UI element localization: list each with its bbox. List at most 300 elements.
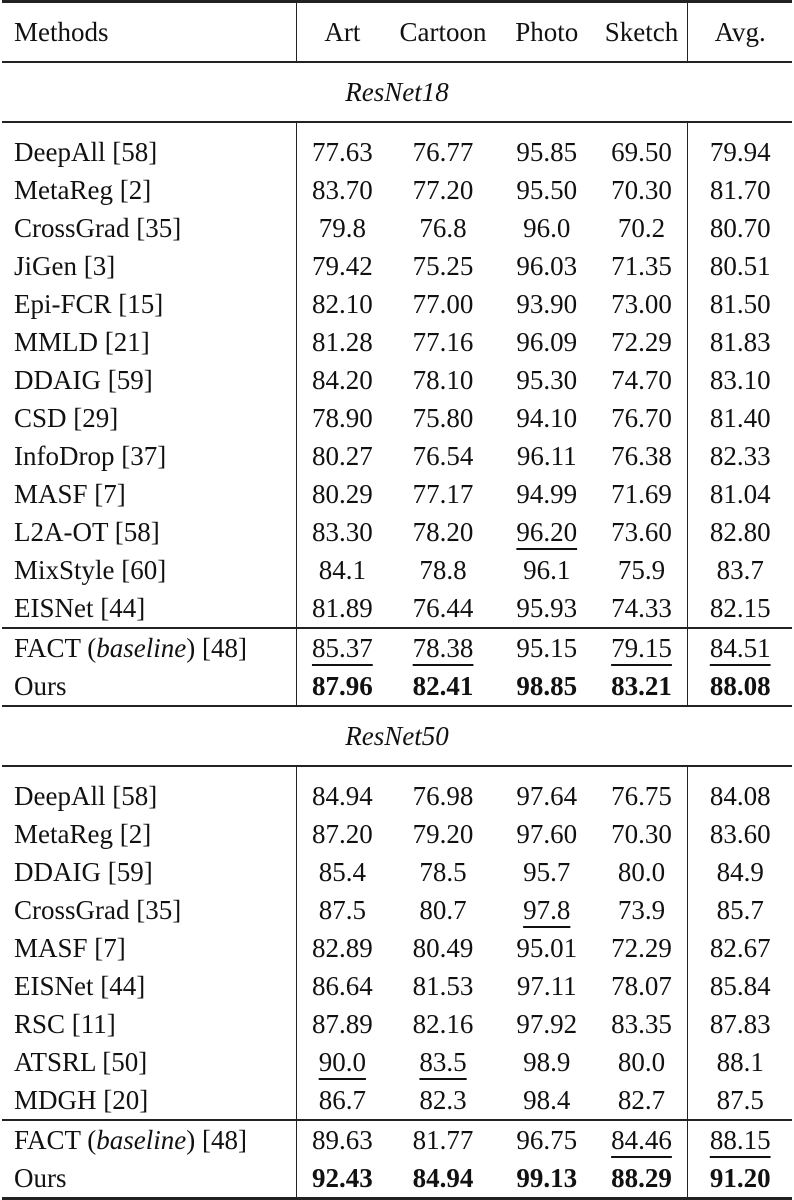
cell-value: 75.25 (412, 251, 474, 281)
cell-value: 84.94 (412, 1163, 474, 1193)
cell-cartoon (388, 1081, 498, 1120)
table-row (2, 247, 792, 285)
section-header-row (2, 62, 792, 122)
cell-art (296, 967, 388, 1005)
table-row (2, 361, 792, 399)
method-name: Epi-FCR [15] (2, 285, 296, 323)
cell-avg (688, 209, 792, 247)
table-row (2, 513, 792, 551)
table-row (2, 323, 792, 361)
cell-photo (498, 929, 596, 967)
cell-sketch (596, 929, 688, 967)
cell-sketch (596, 209, 688, 247)
cell-value: 96.75 (516, 1125, 578, 1155)
cell-avg (688, 853, 792, 891)
cell-photo (498, 853, 596, 891)
method-suffix: ) [48] (186, 1125, 247, 1155)
cell-value: 84.1 (318, 555, 366, 585)
cell-avg (688, 815, 792, 853)
header-sketch: Sketch (596, 2, 688, 63)
cell-art (296, 361, 388, 399)
baseline-row (2, 628, 792, 667)
cell-value: 96.20 (516, 517, 578, 547)
cell-value: 78.20 (412, 517, 474, 547)
method-italic: baseline (96, 633, 187, 663)
cell-value: 81.77 (412, 1125, 474, 1155)
cell-avg (688, 247, 792, 285)
cell-photo (498, 551, 596, 589)
cell-value: 77.17 (412, 479, 474, 509)
cell-sketch (596, 1043, 688, 1081)
cell-avg (688, 667, 792, 706)
cell-avg (688, 437, 792, 475)
cell-cartoon (388, 285, 498, 323)
cell-photo (498, 1081, 596, 1120)
cell-value: 88.08 (709, 671, 771, 701)
cell-value: 78.10 (412, 365, 474, 395)
cell-value: 69.50 (611, 137, 672, 167)
cell-value: 76.8 (419, 213, 467, 243)
cell-avg (688, 1043, 792, 1081)
cell-art (296, 171, 388, 209)
cell-sketch (596, 589, 688, 628)
cell-photo (498, 891, 596, 929)
method-name: EISNet [44] (2, 589, 296, 628)
cell-cartoon (388, 399, 498, 437)
cell-cartoon (388, 1005, 498, 1043)
cell-value: 95.7 (523, 857, 571, 887)
cell-value: 79.20 (412, 819, 474, 849)
cell-value: 82.3 (419, 1085, 467, 1115)
cell-sketch (596, 399, 688, 437)
cell-sketch (596, 475, 688, 513)
method-name: MetaReg [2] (2, 815, 296, 853)
cell-value: 70.30 (611, 819, 672, 849)
cell-sketch (596, 891, 688, 929)
cell-value: 76.98 (412, 781, 474, 811)
ours-row (2, 667, 792, 706)
method-name (2, 628, 296, 667)
cell-sketch (596, 853, 688, 891)
cell-photo (498, 1043, 596, 1081)
table-row (2, 475, 792, 513)
cell-value: 88.15 (709, 1125, 771, 1155)
method-name: Ours (2, 667, 296, 706)
header-avg: Avg. (714, 17, 766, 47)
cell-avg (688, 1081, 792, 1120)
header-cartoon: Cartoon (399, 17, 487, 47)
cell-value: 80.0 (617, 1047, 666, 1077)
cell-value: 92.43 (311, 1163, 373, 1193)
cell-value: 76.70 (611, 403, 672, 433)
method-name: CSD [29] (2, 399, 296, 437)
cell-cartoon (388, 1043, 498, 1081)
cell-value: 80.51 (709, 251, 771, 281)
cell-avg (688, 171, 792, 209)
cell-value: 81.40 (709, 403, 771, 433)
method-name: MASF [7] (2, 929, 296, 967)
cell-art (296, 513, 388, 551)
table-row (2, 122, 792, 171)
cell-art (296, 122, 388, 171)
cell-avg (688, 513, 792, 551)
cell-value: 76.38 (611, 441, 672, 471)
header-methods: Methods (2, 2, 296, 63)
cell-value: 82.16 (412, 1009, 474, 1039)
cell-art (296, 323, 388, 361)
cell-photo (498, 285, 596, 323)
table-row (2, 766, 792, 815)
cell-value: 98.85 (516, 671, 578, 701)
cell-value: 83.7 (716, 555, 764, 585)
cell-value: 95.30 (516, 365, 578, 395)
cell-value: 88.29 (611, 1163, 672, 1193)
method-name: DDAIG [59] (2, 853, 296, 891)
cell-sketch (596, 1120, 688, 1159)
cell-avg (688, 399, 792, 437)
cell-value: 86.7 (318, 1085, 366, 1115)
cell-value: 87.20 (311, 819, 373, 849)
cell-value: 84.08 (709, 781, 771, 811)
cell-photo (498, 323, 596, 361)
cell-value: 80.70 (709, 213, 771, 243)
cell-value: 83.10 (709, 365, 771, 395)
method-name: MMLD [21] (2, 323, 296, 361)
method-name: CrossGrad [35] (2, 891, 296, 929)
cell-photo (498, 766, 596, 815)
cell-value: 78.5 (419, 857, 467, 887)
cell-value: 87.5 (318, 895, 366, 925)
cell-cartoon (388, 475, 498, 513)
cell-sketch (596, 122, 688, 171)
cell-cartoon (388, 437, 498, 475)
cell-cartoon (388, 815, 498, 853)
cell-value: 83.60 (709, 819, 771, 849)
cell-photo (498, 513, 596, 551)
cell-value: 93.90 (516, 289, 578, 319)
cell-value: 76.44 (412, 593, 474, 623)
cell-art (296, 1005, 388, 1043)
section-header-row (2, 706, 792, 766)
cell-value: 80.0 (617, 857, 666, 887)
table-row (2, 399, 792, 437)
cell-sketch (596, 628, 688, 667)
cell-value: 85.84 (709, 971, 771, 1001)
cell-sketch (596, 1081, 688, 1120)
cell-photo (498, 667, 596, 706)
cell-value: 82.80 (709, 517, 771, 547)
cell-value: 82.89 (311, 933, 373, 963)
cell-value: 84.51 (709, 633, 771, 663)
cell-avg (688, 766, 792, 815)
cell-art (296, 475, 388, 513)
method-name: MixStyle [60] (2, 551, 296, 589)
cell-value: 84.20 (311, 365, 373, 395)
cell-cartoon (388, 1120, 498, 1159)
cell-art (296, 247, 388, 285)
cell-value: 72.29 (611, 327, 672, 357)
cell-art (296, 551, 388, 589)
section-title: ResNet18 (345, 77, 449, 107)
cell-value: 83.70 (311, 175, 373, 205)
cell-value: 85.37 (311, 633, 373, 663)
cell-cartoon (388, 589, 498, 628)
cell-value: 98.9 (523, 1047, 571, 1077)
cell-avg (688, 891, 792, 929)
cell-value: 83.30 (311, 517, 373, 547)
cell-sketch (596, 667, 688, 706)
cell-value: 97.60 (516, 819, 578, 849)
cell-value: 77.16 (412, 327, 474, 357)
cell-avg (688, 967, 792, 1005)
cell-photo (498, 628, 596, 667)
method-name: MDGH [20] (2, 1081, 296, 1120)
cell-value: 99.13 (516, 1163, 578, 1193)
method-name: JiGen [3] (2, 247, 296, 285)
header-row (2, 2, 792, 63)
cell-value: 85.4 (318, 857, 366, 887)
cell-cartoon (388, 171, 498, 209)
cell-photo (498, 1005, 596, 1043)
cell-sketch (596, 247, 688, 285)
cell-value: 95.15 (516, 633, 578, 663)
cell-value: 94.10 (516, 403, 578, 433)
cell-value: 81.89 (311, 593, 373, 623)
method-name: EISNet [44] (2, 967, 296, 1005)
table-row (2, 967, 792, 1005)
cell-photo (498, 171, 596, 209)
method-name: DDAIG [59] (2, 361, 296, 399)
cell-cartoon (388, 891, 498, 929)
method-name: Ours (2, 1159, 296, 1199)
cell-value: 95.85 (516, 137, 578, 167)
cell-art (296, 853, 388, 891)
cell-value: 76.54 (412, 441, 474, 471)
cell-art (296, 589, 388, 628)
method-name: DeepAll [58] (2, 122, 296, 171)
header-photo: Photo (515, 17, 579, 47)
method-name: MetaReg [2] (2, 171, 296, 209)
cell-value: 89.63 (311, 1125, 373, 1155)
cell-avg (688, 551, 792, 589)
cell-photo (498, 247, 596, 285)
cell-value: 76.75 (611, 781, 672, 811)
cell-value: 74.70 (611, 365, 672, 395)
cell-art (296, 285, 388, 323)
table-row (2, 589, 792, 628)
cell-cartoon (388, 667, 498, 706)
cell-photo (498, 399, 596, 437)
cell-sketch (596, 1005, 688, 1043)
table-row (2, 1005, 792, 1043)
cell-art (296, 815, 388, 853)
cell-value: 77.63 (311, 137, 373, 167)
cell-value: 96.1 (523, 555, 571, 585)
cell-cartoon (388, 323, 498, 361)
cell-value: 82.10 (311, 289, 373, 319)
cell-avg (688, 122, 792, 171)
table-row (2, 891, 792, 929)
cell-value: 71.35 (611, 251, 672, 281)
cell-sketch (596, 967, 688, 1005)
cell-avg (688, 589, 792, 628)
method-name: InfoDrop [37] (2, 437, 296, 475)
cell-cartoon (388, 361, 498, 399)
cell-sketch (596, 513, 688, 551)
cell-avg (688, 1005, 792, 1043)
cell-value: 95.50 (516, 175, 578, 205)
cell-value: 78.90 (311, 403, 373, 433)
cell-value: 79.15 (611, 633, 672, 663)
method-name: DeepAll [58] (2, 766, 296, 815)
cell-value: 81.83 (709, 327, 771, 357)
cell-photo (498, 967, 596, 1005)
cell-value: 83.21 (611, 671, 672, 701)
cell-value: 98.4 (523, 1085, 571, 1115)
cell-value: 82.67 (709, 933, 771, 963)
method-name: ATSRL [50] (2, 1043, 296, 1081)
cell-cartoon (388, 766, 498, 815)
cell-value: 79.8 (318, 213, 366, 243)
cell-sketch (596, 323, 688, 361)
cell-cartoon (388, 513, 498, 551)
cell-value: 81.28 (311, 327, 373, 357)
method-suffix: ) [48] (186, 633, 247, 663)
table-row (2, 171, 792, 209)
cell-cartoon (388, 853, 498, 891)
cell-value: 78.38 (412, 633, 474, 663)
cell-value: 84.9 (716, 857, 764, 887)
cell-value: 95.93 (516, 593, 578, 623)
cell-cartoon (388, 628, 498, 667)
cell-value: 75.9 (617, 555, 666, 585)
cell-value: 88.1 (716, 1047, 764, 1077)
cell-art (296, 628, 388, 667)
cell-photo (498, 122, 596, 171)
method-name (2, 1120, 296, 1159)
cell-value: 79.42 (311, 251, 373, 281)
method-name: CrossGrad [35] (2, 209, 296, 247)
cell-sketch (596, 815, 688, 853)
cell-value: 73.60 (611, 517, 672, 547)
cell-photo (498, 815, 596, 853)
cell-value: 86.64 (311, 971, 373, 1001)
cell-value: 81.53 (412, 971, 474, 1001)
cell-value: 85.7 (716, 895, 764, 925)
cell-value: 80.7 (419, 895, 467, 925)
cell-value: 94.99 (516, 479, 578, 509)
table-row (2, 1081, 792, 1120)
cell-art (296, 1120, 388, 1159)
cell-cartoon (388, 551, 498, 589)
cell-sketch (596, 766, 688, 815)
cell-sketch (596, 361, 688, 399)
cell-value: 97.11 (516, 971, 577, 1001)
method-name: RSC [11] (2, 1005, 296, 1043)
cell-art (296, 437, 388, 475)
cell-cartoon (388, 209, 498, 247)
cell-value: 96.09 (516, 327, 578, 357)
cell-value: 78.8 (419, 555, 467, 585)
cell-value: 83.5 (419, 1047, 467, 1077)
section-title: ResNet50 (345, 721, 449, 751)
table-row (2, 929, 792, 967)
cell-value: 80.27 (311, 441, 373, 471)
table-row (2, 551, 792, 589)
cell-value: 83.35 (611, 1009, 672, 1039)
cell-value: 74.33 (611, 593, 672, 623)
cell-value: 76.77 (412, 137, 474, 167)
cell-avg (688, 475, 792, 513)
cell-art (296, 399, 388, 437)
cell-value: 70.30 (611, 175, 672, 205)
cell-art (296, 1081, 388, 1120)
cell-value: 79.94 (709, 137, 771, 167)
table-row (2, 815, 792, 853)
cell-value: 87.89 (311, 1009, 373, 1039)
cell-sketch (596, 171, 688, 209)
cell-value: 84.46 (611, 1125, 672, 1155)
cell-value: 91.20 (709, 1163, 771, 1193)
cell-photo (498, 437, 596, 475)
cell-value: 87.83 (709, 1009, 771, 1039)
cell-value: 96.11 (516, 441, 577, 471)
cell-value: 82.41 (412, 671, 474, 701)
method-name: MASF [7] (2, 475, 296, 513)
cell-value: 96.0 (523, 213, 571, 243)
cell-sketch (596, 437, 688, 475)
cell-value: 95.01 (516, 933, 578, 963)
cell-avg (688, 323, 792, 361)
cell-art (296, 209, 388, 247)
cell-value: 81.50 (709, 289, 771, 319)
cell-art (296, 929, 388, 967)
cell-value: 82.7 (617, 1085, 666, 1115)
cell-art (296, 891, 388, 929)
cell-value: 97.64 (516, 781, 578, 811)
cell-cartoon (388, 247, 498, 285)
cell-photo (498, 589, 596, 628)
cell-value: 96.03 (516, 251, 578, 281)
table-row (2, 437, 792, 475)
table-row (2, 1043, 792, 1081)
cell-photo (498, 475, 596, 513)
header-art: Art (324, 17, 361, 47)
cell-avg (688, 929, 792, 967)
cell-cartoon (388, 967, 498, 1005)
cell-photo (498, 361, 596, 399)
cell-photo (498, 1120, 596, 1159)
cell-value: 70.2 (617, 213, 666, 243)
method-prefix: FACT ( (14, 1125, 97, 1155)
cell-value: 77.20 (412, 175, 474, 205)
results-table (2, 0, 792, 1200)
table-row (2, 285, 792, 323)
cell-value: 84.94 (311, 781, 373, 811)
cell-value: 82.15 (709, 593, 771, 623)
cell-value: 87.96 (311, 671, 373, 701)
table-row (2, 853, 792, 891)
cell-avg (688, 285, 792, 323)
table-row (2, 209, 792, 247)
cell-photo (498, 209, 596, 247)
cell-value: 78.07 (611, 971, 672, 1001)
cell-sketch (596, 551, 688, 589)
cell-value: 72.29 (611, 933, 672, 963)
cell-value: 90.0 (318, 1047, 366, 1077)
cell-avg (688, 1120, 792, 1159)
cell-value: 97.92 (516, 1009, 578, 1039)
